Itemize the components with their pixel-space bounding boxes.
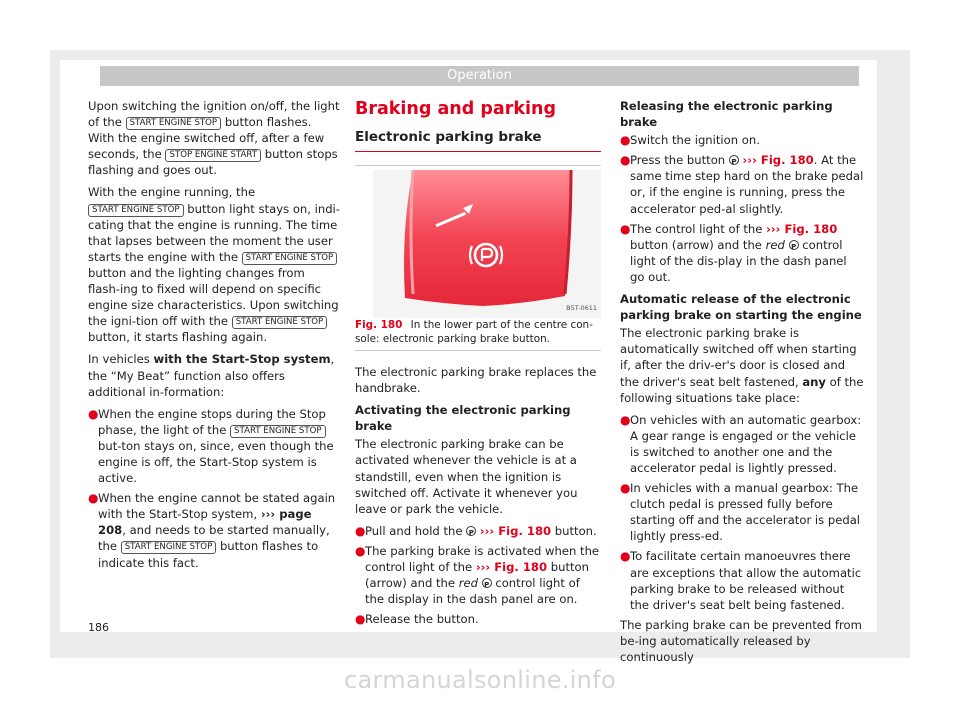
bullet-icon: ● <box>620 481 631 496</box>
bullet-icon: ● <box>355 543 366 558</box>
bullet-icon: ● <box>620 412 631 427</box>
figure <box>355 165 601 351</box>
parking-brake-photo <box>373 170 601 318</box>
parking-brake-icon <box>789 240 799 250</box>
paragraph: The electronic parking brake replaces the handbrake. <box>355 365 597 396</box>
bullet-icon: ● <box>620 133 631 148</box>
list-item: ● Release the button. <box>355 612 479 627</box>
list-item: ● When the engine cannot be stated again with the Start-Stop system, ››› page 208, and needs to be started manually, the START ENGINE STOP button flashes to indicate this fact. <box>88 491 336 570</box>
bullet-icon: ● <box>355 523 366 538</box>
parking-brake-illustration <box>373 170 601 318</box>
start-engine-stop-button-label: START ENGINE STOP <box>232 316 328 329</box>
list-item: ● The control light of the ››› Fig. 180 button (arrow) and the red P control light of the dis-play in the dash panel go out. <box>620 221 864 285</box>
start-engine-stop-button-label: START ENGINE STOP <box>126 117 222 130</box>
figure-label: Fig. 180 <box>355 319 403 331</box>
paragraph: In vehicles with the Start-Stop system, the “My Beat” function also offers additional in-formation: <box>88 352 335 399</box>
column-left <box>88 98 340 575</box>
paragraph: The electronic parking brake can be activated whenever the vehicle is at a standstill, even when the ignition is switched off. Activate it whenever you leave or park the vehicle. <box>355 437 578 516</box>
start-engine-stop-button-label: START ENGINE STOP <box>242 252 338 265</box>
paragraph: The electronic parking brake is automatically switched off when starting if, after the driv-er's door is closed and the driver's seat belt fastened, any of the following situations take place: <box>620 326 864 405</box>
column-middle <box>355 98 601 631</box>
paragraph: Upon switching the ignition on/off, the light of the START ENGINE STOP button flashes. With the engine switched off, after a few seconds, the STOP ENGINE START button stops flashing and goes out. <box>88 99 340 178</box>
bullet-icon: ● <box>355 612 366 627</box>
page-number: 186 <box>88 621 109 634</box>
figure-reference-link[interactable]: ››› Fig. 180 <box>766 221 838 236</box>
list-item: ● On vehicles with an automatic gearbox: A gear range is engaged or the vehicle is switched to another one and the accelerator pedal is lightly pressed. <box>620 412 862 475</box>
parking-brake-icon <box>729 155 739 165</box>
parking-brake-icon <box>482 578 492 588</box>
paragraph: With the engine running, the START ENGINE STOP button light stays on, indi-cating that the engine is running. The time that lapses between the moment the user starts the engine with the START ENGINE STOP button and the lighting changes from flash-ing to fixed will depend on specific engine size characteristics. Upon switching the igni-tion off with the START ENGINE STOP button, it starts flashing again. <box>88 185 340 345</box>
list-item: ● Switch the ignition on. <box>620 133 760 148</box>
list-item: ● Press the button P ››› Fig. 180. At the same time step hard on the brake pedal or, if the engine is running, press the accelerator ped-al slightly. <box>620 152 864 216</box>
list-item: ● When the engine stops during the Stop phase, the light of the START ENGINE STOP but-ton stays on, since, even though the engine is off, the Start-Stop system is active. <box>88 406 334 486</box>
bullet-icon: ● <box>88 406 99 421</box>
bullet-icon: ● <box>620 153 631 168</box>
subsection-title: Electronic parking brake <box>355 129 601 152</box>
subheading: Activating the electronic parking brake <box>355 403 571 434</box>
list-item: ● The parking brake is activated when the control light of the ››› Fig. 180 button (arrow) and the red P control light of the display in the dash panel are on. <box>355 543 601 607</box>
figure-reference-link[interactable]: ››› Fig. 180 <box>742 153 814 168</box>
figure-code: B5T-0611 <box>566 303 597 312</box>
watermark: carmanualsonline.info <box>344 666 616 694</box>
subheading: Releasing the electronic parking brake <box>620 99 833 130</box>
list-item: ● In vehicles with a manual gearbox: The clutch pedal is pressed fully before starting off and the accelerator is pedal lightly press-ed. <box>620 481 861 544</box>
list-item: ● To facilitate certain manoeuvres there are exceptions that allow the automatic parking brake to be released without the driver's seat belt being fastened. <box>620 549 862 612</box>
figure-reference-link[interactable]: ››› Fig. 180 <box>479 523 552 538</box>
stop-engine-start-button-label: STOP ENGINE START <box>165 149 261 162</box>
section-title: Braking and parking <box>355 99 556 119</box>
bullet-icon: ● <box>620 221 631 236</box>
column-right <box>620 98 864 671</box>
start-engine-stop-button-label: START ENGINE STOP <box>230 425 326 438</box>
subheading: Automatic release of the electronic parking brake on starting the engine <box>620 292 862 323</box>
list-item: ● Pull and hold the P ››› Fig. 180 button. <box>355 523 601 539</box>
paragraph: The parking brake can be prevented from be-ing automatically released by continuously <box>620 617 862 664</box>
bullet-icon: ● <box>620 549 631 564</box>
page-reference-link[interactable]: ››› page 208 <box>98 507 312 538</box>
figure-caption: Fig. 180 In the lower part of the centre con-sole: electronic parking brake button. <box>355 319 593 345</box>
figure-reference-link[interactable]: ››› Fig. 180 <box>475 560 548 575</box>
header-title: Operation <box>100 66 859 86</box>
start-engine-stop-button-label: START ENGINE STOP <box>121 541 217 554</box>
start-engine-stop-button-label: START ENGINE STOP <box>88 204 184 217</box>
parking-brake-icon <box>466 526 476 536</box>
bullet-icon: ● <box>88 491 99 506</box>
